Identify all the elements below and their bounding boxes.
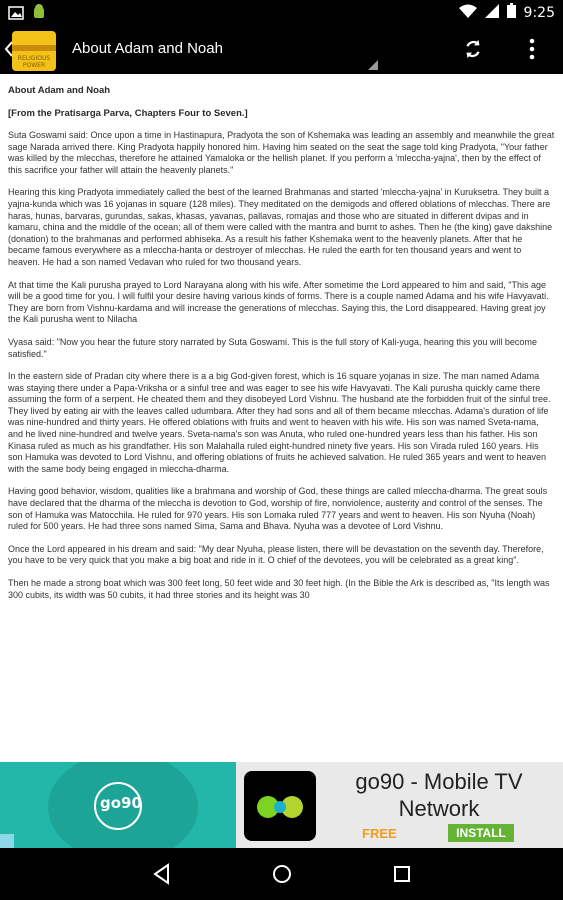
battery-icon [507,3,516,22]
article-heading: About Adam and Noah [8,85,111,96]
ad-title[interactable]: go90 - Mobile TV Network [355,769,523,821]
article-paragraph: Suta Goswami said: Once upon a time in Hastinapura, Pradyota the son of Kshemaka was leading an assembly and meanwhile the great sage Narada arrived there. King Pradyota happily honored him. Having him seated on the seat the sage told king Pradyota, "Your father was killed by the mlecchas, therefore he attained Yamaloka or the hellish planet. If you perform a 'mleccha-yajna', then by the effect of this sacrifice your father will attain the heavenly planets." [8,130,555,175]
refresh-icon[interactable] [462,38,484,60]
ad-image[interactable] [0,762,236,848]
app-logo-text: RELIGIOUS POWER [17,55,51,69]
navigation-bar [0,848,563,900]
page-title: About Adam and Noah [72,40,223,57]
article-paragraph: Hearing this king Pradyota immediately called the best of the learned Brahmanas and started 'mleccha-yajna' in Kuruksetra. They built a yajna-kunda which was 16 yojanas in square (128 miles). They meditated on the demigods and offered oblations of mlecchas. There are haras, hunas, barvaras, gurundas, sakas, khasas, yavanas, pallavas, romajas and those who are situated in different dvipas and in kamaru, china and the middle of the ocean; all of them were called with the mantra and burnt to ashes. Then he (the king) gave dakshine (donation) to the brahmanas and performed abhiseka. As a result his father Kshemaka went to the heavenly planets. After that he became famous everywhere as a mleccha-hanta or destroyer of mlecchas. He ruled the earth for ten thousand years and went to heaven. He had a son named Vedavan who ruled for two thousand years. [8,187,553,267]
action-bar [0,26,563,74]
ad-brand-logo: go90 [100,794,142,812]
article-paragraph: Having good behavior, wisdom, qualities like a brahmana and worship of God, these things are called mleccha-dharma. The great souls have declared that the dharma of the mleccha is devotion to God, worship of fire, nonviolence, austerity and control of the senses. The son of Hamuka was Matocchila. He ruled for 970 years. His son Lomaka ruled 777 years and went to heaven. His son Nyuha (Noah) ruled for 500 years. He had three sons named Sima, Sama and Bhava. Nyuha was a devotee of Lord Vishnu. [8,486,548,532]
overflow-menu-icon[interactable] [526,38,538,60]
article-paragraph: Then he made a strong boat which was 300 feet long, 50 feet wide and 30 feet high. (In the Bible the Ark is described as, "Its length was 300 cubits, its width was 50 cubits, it had three stories and its height was 30 [8,578,550,600]
install-button[interactable]: INSTALL [448,824,514,842]
ad-banner[interactable] [0,762,563,848]
status-bar [0,0,563,26]
home-icon[interactable] [270,862,294,886]
wifi-icon [459,4,477,22]
signal-icon [485,4,499,22]
dropdown-indicator-icon [368,60,378,70]
recents-icon[interactable] [390,862,414,886]
article-source: [From the Pratisarga Parva, Chapters Four to Seven.] [8,108,248,119]
status-time: 9:25 [523,4,555,21]
image-notification-icon [8,5,24,24]
article-paragraph: In the eastern side of Pradan city where there is a a big God-given forest, which is 16 square yojanas in size. The man named Adama was staying there under a Papa-Vriksha or a sinful tree and was eager to see his wife Havyavati. The Kali purusha quickly came there assuming the form of a serpent. He cheated them and they disobeyed Lord Vishnu. The husband ate the forbidden fruit of the sinful tree. They lived by eating air with the leaves called udumbara. After they had sons and all of them became mlecchas. Adama's duration of life was nine-hundred and thirty years. He offered oblations with fruits and went to heaven with his wife. His son was named Sveta-nama, and he lived nine-hundred and twelve years. Sveta-nama's son was Anuta, who ruled one-hundred years less than his father. His son Kinasa ruled as much as his grandfather. His son Malahalla ruled eight-hundred ninety five years. His son Virada ruled 160 years. His son Hamuka was devoted to Lord Vishnu, and offering oblations of fruits he achieved salvation. He ruled 365 years and went to heaven with the same body being engaged in mleccha-dharma. [8,371,551,474]
back-icon[interactable] [150,862,174,886]
ad-choices-icon[interactable] [0,834,14,848]
article-body[interactable] [0,74,563,762]
ad-price: FREE [362,826,397,841]
android-notification-icon [32,4,46,24]
article-paragraph: Once the Lord appeared in his dream and said: "My dear Nyuha, please listen, there will be devastation on the seventh day. Therefore, you have to be very quick that you make a big boat and ride in it. O chief of the devotees, you will be celebrated as a great king". [8,543,544,566]
article-paragraph: At that time the Kali purusha prayed to Lord Narayana along with his wife. After sometime the Lord appeared to him and said, "This age will be a good time for you. I will fulfil your desire having various kinds of forms. There is a couple named Adama and his wife Havyavati. They are born from Vishnu-kardama and will increase the generations of mlecchas. Saying this, the Lord disappeared. Having great joy the Kali purusha went to Nilacha [8,279,549,325]
article-paragraph: Vyasa said: "Now you hear the future story narrated by Suta Goswami. This is the full story of Kali-yuga, hearing this you will become satisfied." [8,336,537,359]
app-logo[interactable] [12,31,56,71]
ad-app-icon[interactable] [244,771,316,841]
